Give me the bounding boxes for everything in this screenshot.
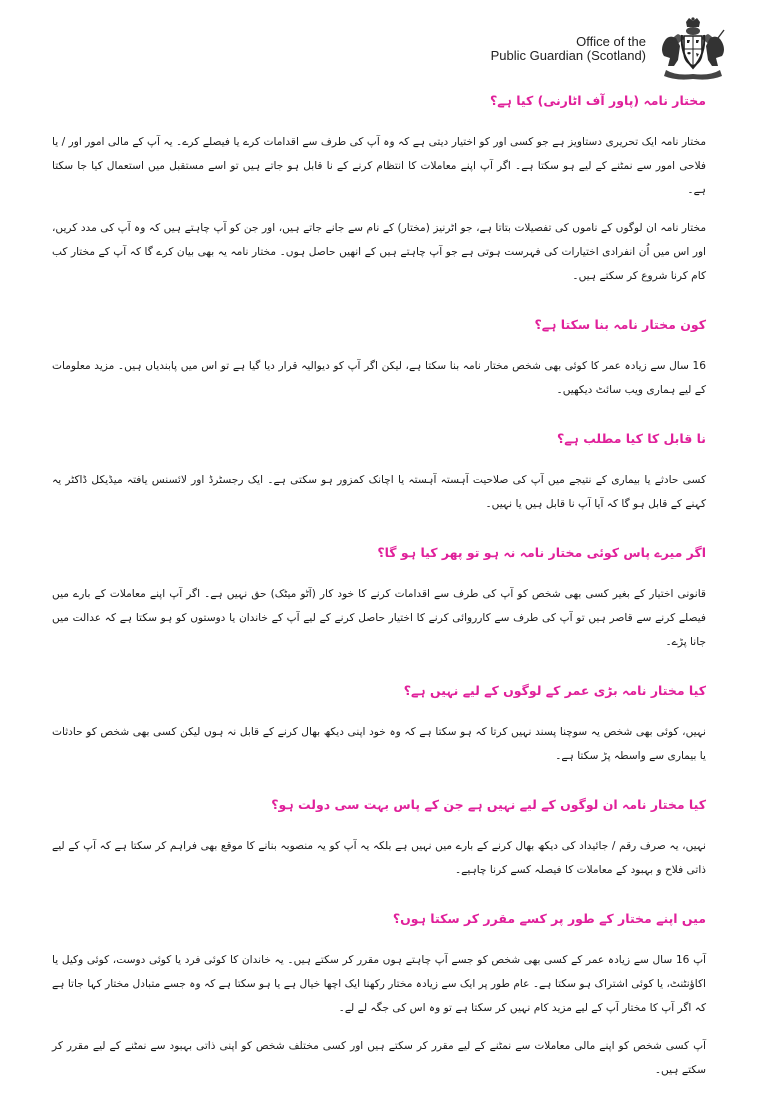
section-who-can-make: [52, 316, 706, 402]
section-paragraph: مختار نامہ ان لوگوں کے ناموں کی تفصیلات بتاتا ہے، جو اٹرنیز (مختار) کے نام سے جانے جاتے ہیں، اور جن کو آپ چاہتے ہیں کہ وہ آپ کی مدد کریں، اور اس میں اُن انفرادی اختیارات کی فہرست ہوتی ہے جو آپ چاہتے ہیں کے انھیں حاصل ہوں۔ مختار نامہ یہ بھی بیان کرے گا کہ آپ کے مختار کب کام کرنا شروع کر سکتے ہیں۔: [52, 222, 706, 282]
section-older-people: [52, 682, 706, 768]
section-wealthy-people: [52, 796, 706, 882]
section-paragraph: نہیں، یہ صرف رقم / جائیداد کی دیکھ بھال کرنے کے بارے میں نہیں ہے بلکہ یہ آپ کو یہ منصوبہ بنانے کا موقع بھی فراہم کر سکتا ہے کہ آپ کے لیے ذاتی فلاح و بہبود کے معاملات کا فیصلہ کسے کرنا چاہیے۔: [52, 840, 706, 876]
document-body: [52, 92, 706, 1096]
organisation-name: [491, 35, 646, 63]
section-paragraph: کسی حادثے یا بیماری کے نتیجے میں آپ کی صلاحیت آہستہ آہستہ یا اچانک کمزور ہو سکتی ہے۔ ایک رجسٹرڈ اور لائسنس یافتہ میڈیکل ڈاکٹر یہ کہنے کے قابل ہو گا کہ آیا آپ نا قابل ہیں یا نہیں۔: [52, 474, 706, 510]
section-paragraph: نہیں، کوئی بھی شخص یہ سوچنا پسند نہیں کرتا کہ ہو سکتا ہے کہ وہ خود اپنی دیکھ بھال کرنے کے قابل نہ ہوں لیکن کسی بھی شخص کو حادثات یا بیماری سے واسطہ پڑ سکتا ہے۔: [52, 726, 706, 762]
section-heading: کون مختار نامہ بنا سکتا ہے؟: [534, 317, 706, 332]
section-paragraph: آپ کسی شخص کو اپنے مالی معاملات سے نمٹنے کے لیے مقرر کر سکتے ہیں اور کسی مختلف شخص کو اپنی ذاتی بہبود سے نمٹنے کے لیے مقرر کر سکتے ہیں۔: [52, 1040, 706, 1076]
section-heading: نا قابل کا کیا مطلب ہے؟: [556, 431, 706, 446]
section-heading: میں اپنے مختار کے طور پر کسے مقرر کر سکتا ہوں؟: [392, 911, 706, 926]
section-incapable-meaning: [52, 430, 706, 516]
section-heading: اگر میرے پاس کوئی مختار نامہ نہ ہو تو پھر کیا ہو گا؟: [377, 545, 706, 560]
section-paragraph: آپ 16 سال سے زیادہ عمر کے کسی بھی شخص کو جسے آپ چاہتے ہوں مقرر کر سکتے ہیں۔ یہ خاندان کا کوئی فرد یا کوئی دوست، کوئی وکیل یا اکاؤنٹنٹ، یا کوئی اشتراک ہو سکتا ہے۔ عام طور پر ایک سے زیادہ مختار رکھنا ایک اچھا خیال ہے یا ہو سکتا ہے کہ وہ جسے متبادل مختار کہا جاتا ہے کہ اگر آپ کا مختار آپ کے لیے مزید کام نہیں کر سکتا ہے تو وہ اس کی جگہ لے لے۔: [52, 954, 706, 1014]
org-name-line-1: Office of the: [576, 34, 646, 49]
section-heading: کیا مختار نامہ بڑی عمر کے لوگوں کے لیے نہیں ہے؟: [403, 683, 706, 698]
section-heading: کیا مختار نامہ ان لوگوں کے لیے نہیں ہے جن کے پاس بہت سی دولت ہو؟: [271, 797, 706, 812]
section-what-is-poa: [52, 92, 706, 288]
section-paragraph: 16 سال سے زیادہ عمر کا کوئی بھی شخص مختار نامہ بنا سکتا ہے، لیکن اگر آپ کو دیوالیہ قرار دیا گیا ہے تو اس میں پابندیاں ہیں۔ مزید معلومات کے لیے ہماری ویب سائٹ دیکھیں۔: [52, 360, 706, 396]
page-header: [491, 16, 730, 82]
org-name-line-2: Public Guardian (Scotland): [490, 48, 646, 63]
section-heading: مختار نامہ (پاور آف اٹارنی) کیا ہے؟: [489, 93, 706, 108]
royal-coat-of-arms-icon: [656, 16, 730, 82]
section-paragraph: قانونی اختیار کے بغیر کسی بھی شخص کو آپ کی طرف سے اقدامات کرنے کا خود کار (آٹو میٹک) حق نہیں ہے۔ اگر آپ اپنے معاملات کے بارے میں فیصلے کرنے سے قاصر ہیں تو آپ کی طرف سے کارروائی کرنے کا اختیار حاصل کرنے کے لیے آپ کے خاندان یا دوستوں کو ہو سکتا ہے کہ عدالت میں جانا پڑے۔: [52, 588, 706, 648]
section-who-to-appoint: [52, 910, 706, 1082]
section-no-poa: [52, 544, 706, 654]
section-paragraph: مختار نامہ ایک تحریری دستاویز ہے جو کسی اور کو اختیار دیتی ہے کہ وہ آپ کی طرف سے اقدامات کرے یا فیصلے کرے۔ یہ آپ کے مالی امور اور / یا فلاحی امور سے نمٹنے کے لیے ہو سکتا ہے۔ اگر آپ اپنے معاملات کا انتظام کرنے کے نا قابل ہو جاتے ہیں تو اسے مستقبل میں استعمال کیا جا سکتا ہے۔: [52, 136, 706, 196]
